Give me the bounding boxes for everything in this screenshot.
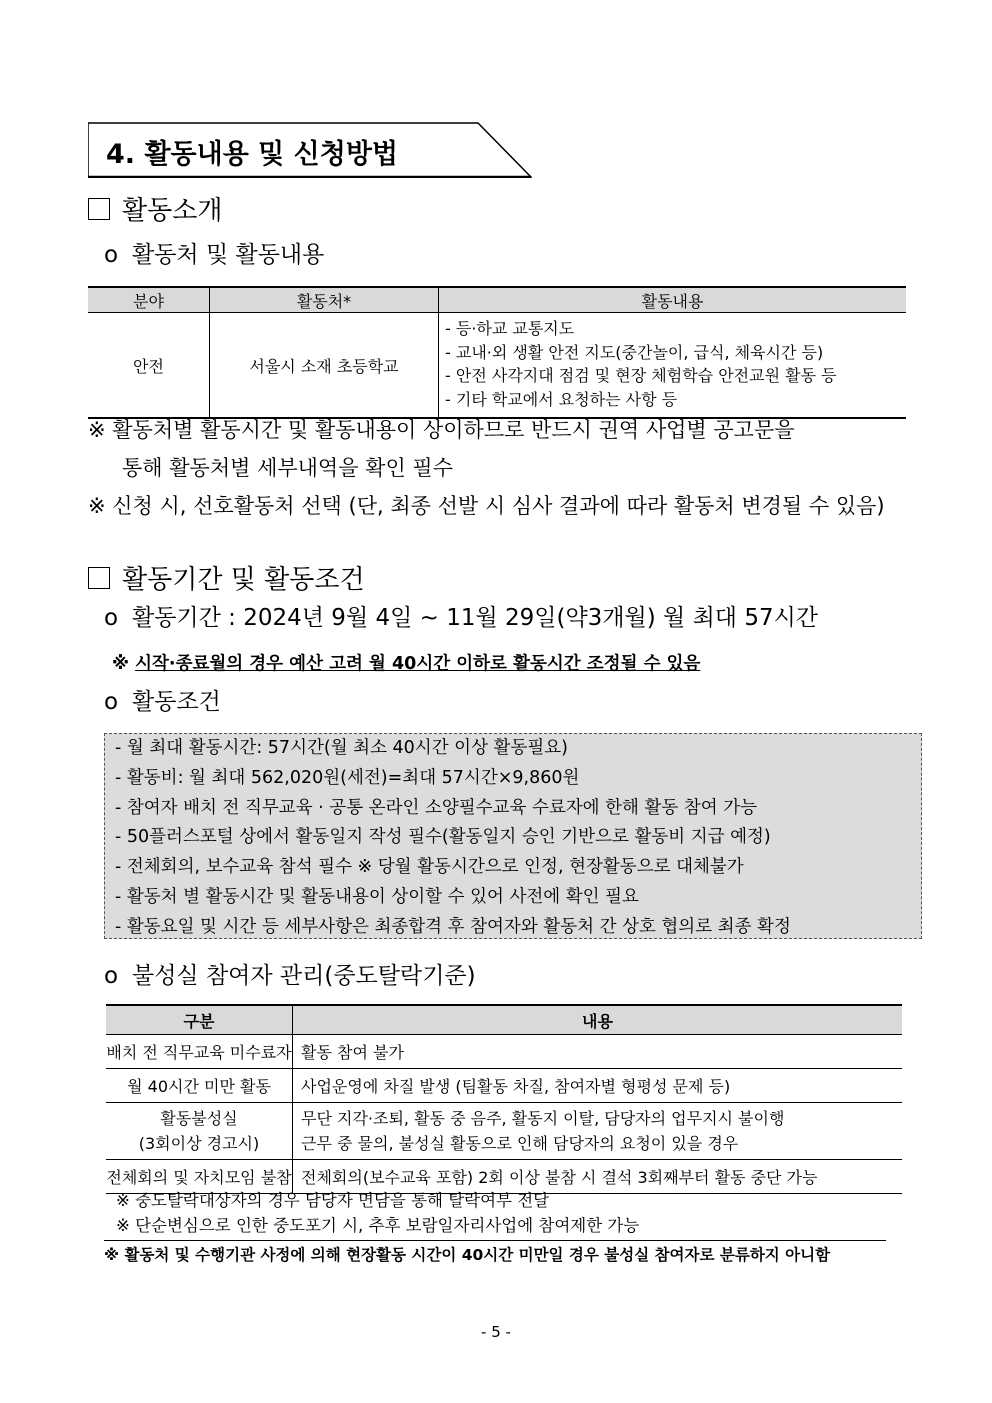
subheading-conditions [104, 683, 221, 716]
period-line [104, 599, 818, 632]
header-field: 분야 [88, 287, 210, 313]
section-title: 4. 활동내용 및 신청방법 [106, 139, 398, 170]
cell-category-line: 활동불성실 [160, 1109, 238, 1128]
cell-category: 월 40시간 미만 활동 [106, 1069, 293, 1103]
table-row [106, 1103, 902, 1160]
list-item: - 기타 학교에서 요청하는 사항 등 [445, 389, 678, 409]
list-item: - 월 최대 활동시간: 57시간(월 최소 40시간 이상 활동필요) [115, 738, 569, 758]
activity-table [88, 286, 906, 419]
circle-bullet-icon: o [104, 605, 119, 631]
circle-bullet-icon: o [104, 689, 119, 715]
cell-category-line: (3회이상 경고시) [138, 1134, 260, 1153]
period-note-text: 시작·종료월의 경우 예산 고려 월 40시간 이하로 활동시간 조정될 수 있음 [135, 654, 701, 674]
list-item: - 활동요일 및 시간 등 세부사항은 최종합격 후 참여자와 활동처 간 상호 협의로 최종 확정 [115, 916, 791, 937]
period-note [112, 650, 700, 675]
management-footnote: ※ 활동처 및 수행기관 사정에 의해 현장활동 시간이 40시간 미만일 경우 불성실 참여자로 분류하지 아니함 [104, 1240, 886, 1265]
cell-field: 안전 [88, 313, 210, 419]
intro-note-2: ※ 신청 시, 선호활동처 선택 (단, 최종 선발 시 심사 결과에 따라 활동처 변경될 수 있음) [88, 494, 885, 518]
circle-bullet-icon: o [104, 242, 119, 268]
list-item: - 50플러스포털 상에서 활동일지 작성 필수(활동일지 승인 기반으로 활동비 지급 예정) [115, 827, 771, 848]
table-row [106, 1069, 902, 1103]
subheading-management-text: 불성실 참여자 관리(중도탈락기준) [132, 963, 476, 989]
heading-period-text: 활동기간 및 활동조건 [122, 565, 365, 595]
header-content: 내용 [293, 1005, 903, 1035]
cell-content: 활동 참여 불가 [293, 1035, 903, 1069]
list-item: - 교내·외 생활 안전 지도(중간놀이, 급식, 체육시간 등) [445, 342, 824, 362]
cell-place: 서울시 소재 초등학교 [210, 313, 439, 419]
heading-intro-text: 활동소개 [122, 196, 223, 226]
intro-note-1-cont: 통해 활동처별 세부내역을 확인 필수 [122, 456, 453, 480]
page-number: - 5 - [481, 1323, 511, 1341]
list-item: - 참여자 배치 전 직무교육 · 공통 온라인 소양필수교육 수료자에 한해 활동 참여 가능 [115, 797, 758, 818]
subheading-places-text: 활동처 및 활동내용 [132, 242, 325, 268]
cell-content: 사업운영에 차질 발생 (팀활동 차질, 참여자별 형평성 문제 등) [293, 1069, 903, 1103]
list-item: - 전체회의, 보수교육 참석 필수 ※ 당월 활동시간으로 인정, 현장활동으로 대체불가 [115, 857, 744, 878]
cell-content [293, 1103, 903, 1160]
period-line-text: 활동기간 : 2024년 9월 4일 ~ 11월 29일(약3개월) 월 최대 57시간 [132, 605, 819, 631]
table-header-row [88, 287, 906, 313]
subheading-management [104, 957, 476, 990]
heading-period [88, 559, 365, 596]
cell-activities [439, 313, 907, 419]
list-item: - 등·하교 교통지도 [445, 319, 575, 338]
list-item: - 활동처 별 활동시간 및 활동내용이 상이할 수 있어 사전에 확인 필요 [115, 886, 639, 907]
heading-intro [88, 190, 222, 227]
checkbox-square-icon [88, 198, 110, 220]
circle-bullet-icon: o [104, 963, 119, 989]
conditions-box [104, 733, 922, 939]
header-category: 구분 [106, 1005, 293, 1035]
management-note-2: ※ 단순변심으로 인한 중도포기 시, 추후 보람일자리사업에 참여제한 가능 [116, 1216, 640, 1235]
checkbox-square-icon [88, 567, 110, 589]
table-row [88, 313, 906, 419]
note-mark: ※ [112, 654, 130, 674]
management-table [106, 1004, 902, 1194]
cell-category: 전체회의 및 자치모임 불참 [106, 1160, 293, 1194]
header-place: 활동처* [210, 287, 439, 313]
cell-content-line: 근무 중 물의, 불성실 활동으로 인해 담당자의 요청이 있을 경우 [301, 1134, 739, 1153]
management-note-1: ※ 중도탈락대상자의 경우 담당자 면담을 통해 탈락여부 전달 [116, 1191, 550, 1210]
section-title-banner [88, 122, 532, 178]
subheading-conditions-text: 활동조건 [132, 689, 221, 715]
table-header-row [106, 1005, 902, 1035]
cell-content: 전체회의(보수교육 포함) 2회 이상 불참 시 결석 3회째부터 활동 중단 가능 [293, 1160, 903, 1194]
cell-category: 배치 전 직무교육 미수료자 [106, 1035, 293, 1069]
subheading-places [104, 236, 324, 269]
list-item: - 안전 사각지대 점검 및 현장 체험학습 안전교원 활동 등 [445, 366, 837, 385]
table-row [106, 1035, 902, 1069]
cell-category [106, 1103, 293, 1160]
list-item: - 활동비: 월 최대 562,020원(세전)=최대 57시간×9,860원 [115, 767, 580, 788]
cell-content-line: 무단 지각·조퇴, 활동 중 음주, 활동지 이탈, 담당자의 업무지시 불이행 [301, 1109, 785, 1128]
intro-note-1: ※ 활동처별 활동시간 및 활동내용이 상이하므로 반드시 권역 사업별 공고문을 [88, 418, 795, 442]
header-activities: 활동내용 [439, 287, 907, 313]
